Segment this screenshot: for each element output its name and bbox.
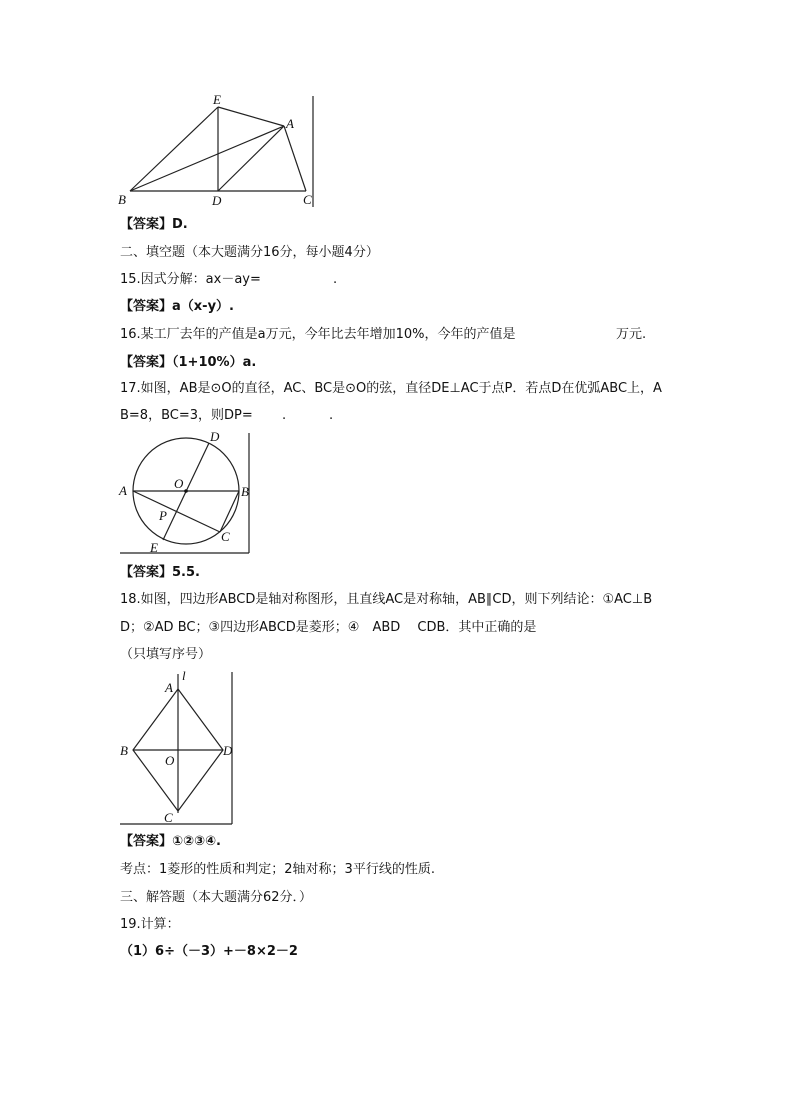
- label-B: B: [120, 743, 128, 758]
- label-B: B: [241, 484, 249, 499]
- question-18-line1: 18.如图，四边形ABCD是轴对称图形，且直线AC是对称轴，AB∥CD，则下列结论：①AC⊥B: [120, 592, 653, 607]
- label-E: E: [150, 540, 158, 555]
- figure-rhombus: [110, 670, 240, 828]
- answer-16: 【答案】（1+10%）a.: [120, 355, 257, 370]
- question-15: 15.因式分解：ax－ay= .: [120, 272, 338, 287]
- segment-DA: [218, 126, 284, 191]
- segment-BE: [130, 107, 218, 191]
- label-A: A: [286, 116, 294, 131]
- answer-17: 【答案】5.5.: [120, 565, 200, 580]
- label-l: l: [182, 670, 186, 683]
- figure-circle: [110, 430, 260, 558]
- answer-18: 【答案】①②③④.: [120, 834, 221, 849]
- question-17-line2: B=8，BC=3，则DP= . .: [120, 408, 334, 423]
- label-B: B: [118, 192, 126, 207]
- label-C: C: [303, 192, 312, 207]
- label-A: A: [165, 680, 173, 695]
- segment-EA: [218, 107, 284, 126]
- label-C: C: [164, 810, 173, 825]
- section-3-title: 三、解答题（本大题满分62分．）: [120, 890, 313, 905]
- section-2-title: 二、填空题（本大题满分16分，每小题4分）: [120, 245, 379, 260]
- segment-AC: [284, 126, 306, 191]
- label-O: O: [174, 476, 184, 491]
- question-18-line3: （只填写序号）: [120, 647, 212, 662]
- label-A: A: [119, 483, 127, 498]
- answer-14: 【答案】D.: [120, 217, 188, 232]
- kaodian: 考点：1菱形的性质和判定；2轴对称；3平行线的性质.: [120, 862, 435, 877]
- question-19: 19.计算：: [120, 917, 180, 932]
- question-18-line2: D；②AD BC；③四边形ABCD是菱形；④ ABD CDB．其中正确的是: [120, 620, 537, 635]
- label-C: C: [221, 529, 230, 544]
- center-dot: [184, 489, 188, 493]
- q15-tail: .: [333, 272, 338, 287]
- q17-tail1: .: [282, 408, 287, 423]
- question-16: 16.某工厂去年的产值是a万元，今年比去年增加10%，今年的产值是 万元.: [120, 327, 647, 342]
- chord-BC: [220, 491, 239, 532]
- label-O: O: [165, 753, 175, 768]
- question-17-line1: 17.如图，AB是⊙O的直径，AC、BC是⊙O的弦，直径DE⊥AC于点P．若点D在优弧ABC上，A: [120, 381, 662, 396]
- answer-15: 【答案】a（x-y）.: [120, 299, 234, 314]
- q16-tail: 万元.: [616, 327, 647, 342]
- label-E: E: [213, 92, 221, 107]
- question-19-part1: （1）6÷（－3）+－8×2－2: [120, 944, 298, 959]
- label-D: D: [223, 743, 233, 758]
- label-D: D: [212, 193, 222, 208]
- label-D: D: [210, 430, 220, 444]
- figure-triangle: [110, 92, 330, 210]
- q17-tail2: .: [329, 408, 334, 423]
- label-P: P: [159, 508, 167, 523]
- segment-BA: [130, 126, 284, 191]
